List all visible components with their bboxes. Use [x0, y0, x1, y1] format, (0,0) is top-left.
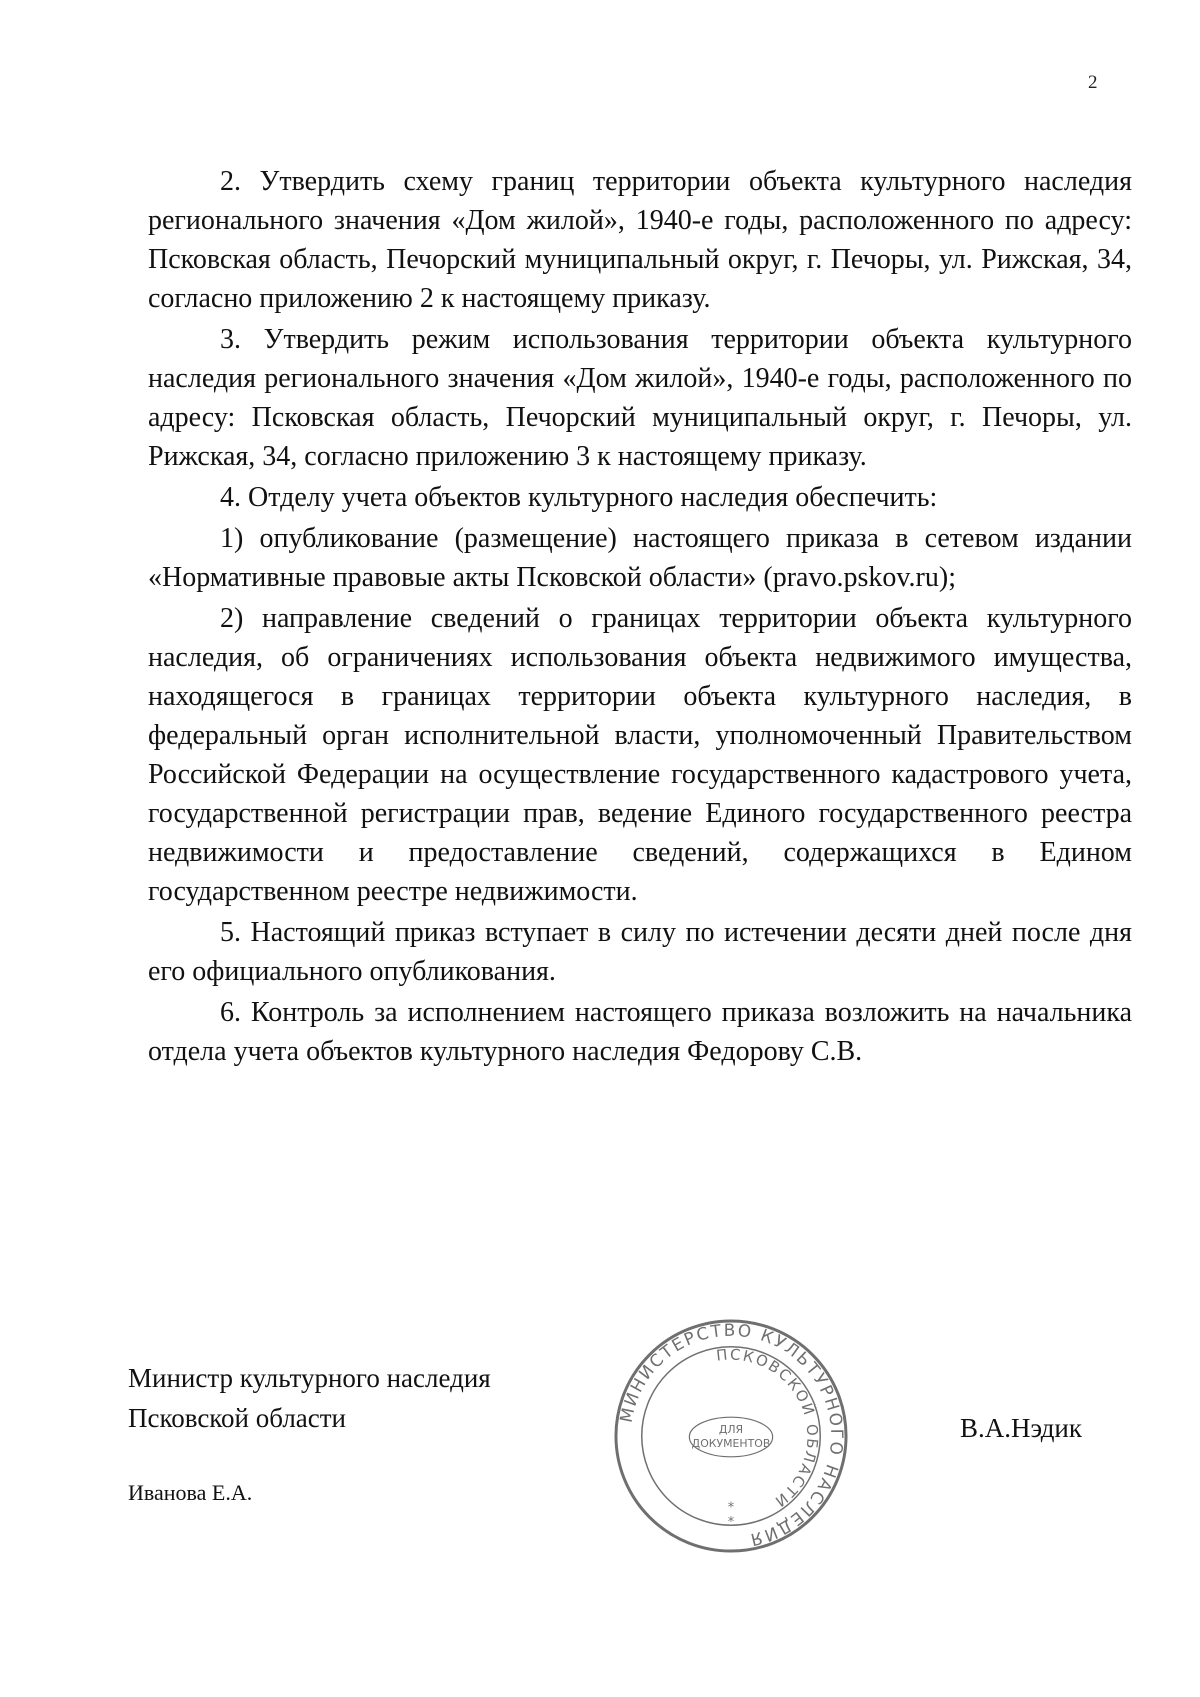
stamp-star-upper: * [727, 1500, 735, 1516]
signer-name: В.А.Нэдик [960, 1413, 1083, 1443]
paragraph-2: 2. Утвердить схему границ территории объекта культурного наследия регионального значения «Дом жилой», 1940-е годы, расположенного по адресу: Псковская область, Печорский муниципальный округ, г. Печоры, ул. Рижская, 34, согласно приложению 2 к настоящему приказу. [148, 166, 1132, 314]
paragraph-4: 4. Отделу учета объектов культурного наследия обеспечить: [220, 482, 938, 513]
signer-position-line-2: Псковской области [128, 1403, 347, 1433]
signer-position-line-1: Министр культурного наследия [128, 1363, 491, 1393]
paragraph-4-1: 1) опубликование (размещение) настоящего приказа в сетевом издании «Нормативные правовые акты Псковской области» (pravo.pskov.ru); [148, 523, 1132, 593]
executor-name: Иванова Е.А. [128, 1480, 253, 1505]
stamp-star-lower: * [727, 1515, 735, 1531]
official-stamp [612, 1317, 850, 1555]
signer-position [128, 1358, 491, 1438]
stamp-center-line-2: ДОКУМЕНТОВ [691, 1436, 771, 1450]
stamp-inner-text: ПСКОВСКОЙ ОБЛАСТИ [715, 1345, 822, 1512]
paragraph-4-2: 2) направление сведений о границах территории объекта культурного наследия, об ограничениях использования объекта недвижимого имущества, находящегося в границах территории объекта культурного наследия, в федеральный орган исполнительной власти, уполномоченный Правительством Российской Федерации на осуществление государственного кадастрового учета, государственной регистрации прав, ведение Единого государственного реестра недвижимости и предоставление сведений, содержащихся в Едином государственном реестре недвижимости. [148, 603, 1132, 907]
stamp-center-line-1: ДЛЯ [718, 1423, 744, 1437]
paragraph-5: 5. Настоящий приказ вступает в силу по истечении десяти дней после дня его официального опубликования. [148, 917, 1132, 987]
order-body [148, 162, 1132, 1071]
page-number: 2 [1088, 72, 1098, 93]
stamp-outer-text: МИНИСТЕРСТВО КУЛЬТУРНОГО НАСЛЕДИЯ [615, 1319, 848, 1551]
paragraph-3: 3. Утвердить режим использования территории объекта культурного наследия регионального значения «Дом жилой», 1940-е годы, расположенного по адресу: Псковская область, Печорский муниципальный округ, г. Печоры, ул. Рижская, 34, согласно приложению 3 к настоящему приказу. [148, 324, 1132, 472]
paragraph-6: 6. Контроль за исполнением настоящего приказа возложить на начальника отдела учета объектов культурного наследия Федорову С.В. [148, 997, 1132, 1067]
